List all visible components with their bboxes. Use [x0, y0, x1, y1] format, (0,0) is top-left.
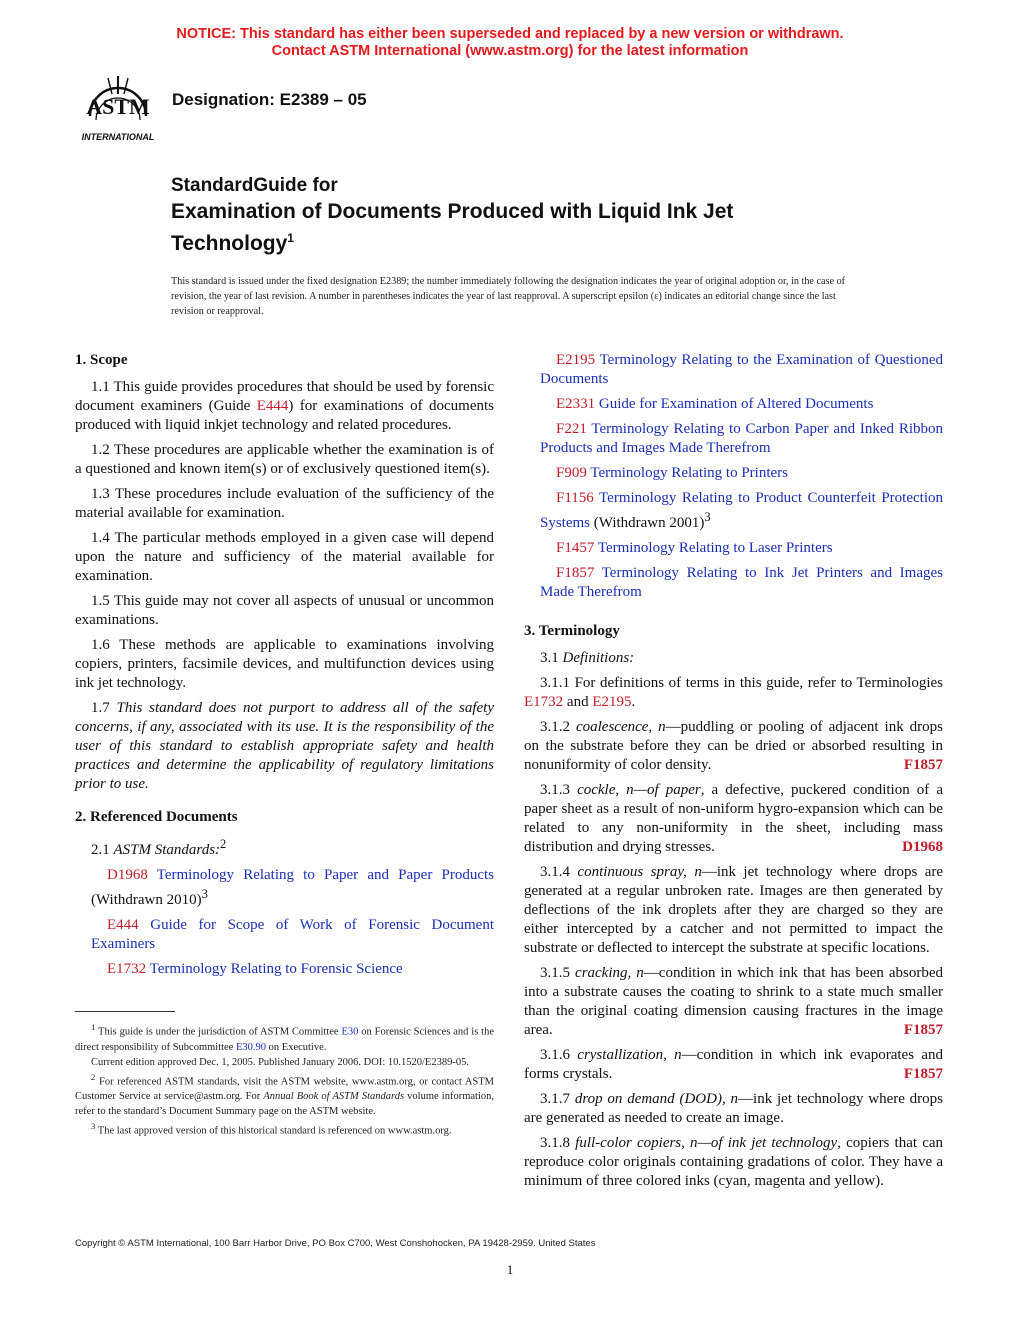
reference-item	[524, 464, 943, 483]
footnote-1-mark: 1	[91, 1022, 96, 1032]
reference-title-link[interactable]: Guide for Scope of Work of Forensic Document Examiners	[91, 917, 494, 952]
footnote-3-mark: 3	[91, 1121, 96, 1131]
footnote-3	[75, 1119, 494, 1139]
term-drop-on-demand: drop on demand (DOD), n	[574, 1091, 739, 1107]
scope-p4: 1.4 The particular methods employed in a given case will depend upon the nature and sufficiency of the material available for examination.	[75, 530, 494, 584]
title-line-3	[171, 225, 871, 257]
footnote-2-text-b: volume information, refer to the standard’s Document Summary page on the ASTM website.	[75, 1091, 494, 1117]
reference-code-link[interactable]: E444	[107, 917, 139, 933]
notice-line-2: Contact ASTM International (www.astm.org) for the latest information	[271, 43, 749, 59]
reference-title-link[interactable]: Terminology Relating to Ink Jet Printers and Images Made Therefrom	[540, 565, 943, 600]
scope-p7	[75, 699, 494, 794]
svg-text:ASTM: ASTM	[86, 94, 150, 119]
title-footnote-mark: 1	[287, 231, 294, 245]
scope-p2: 1.2 These procedures are applicable whether the examination is of a questioned and known item(s) or of exclusively questioned item(s).	[75, 442, 494, 477]
link-e30-90[interactable]: E30.90	[235, 1041, 267, 1053]
term-3-1-8-text: , copiers that can reproduce color originals containing gradations of color. They have a minimum of three colored inks (cyan, magenta and yellow).	[524, 1135, 944, 1189]
refdocs-sub-sup: 2	[220, 837, 227, 851]
reference-code-link[interactable]: F221	[556, 421, 587, 437]
footnote-1-edition: Current edition approved Dec. 1, 2005. Published January 2006. DOI: 10.1520/E2389-05.	[91, 1056, 469, 1068]
reference-title-link[interactable]: Guide for Examination of Altered Documents	[598, 396, 874, 412]
scope-p1-text: 1.1 This guide provides procedures that should be used by forensic document examiners (Guide	[75, 379, 494, 414]
footnotes	[75, 1020, 494, 1139]
reference-list-left	[75, 866, 494, 979]
term-3-1-3	[524, 781, 943, 857]
term-3-1-4-text: —ink jet technology where drops are generated at a regular unbroken rate. Images are then generated by deflections of the ink droplets after they are charged so they are either intercepted by a catcher and not permitted to impact the substrate or deflected to intercept the substrate at specific locations.	[524, 864, 944, 956]
terminology-heading: 3. Terminology	[524, 623, 620, 639]
term-3-1-6-num: 3.1.6	[540, 1047, 578, 1063]
document-title	[171, 174, 871, 257]
astm-logo-icon	[72, 70, 164, 144]
scope-p1	[75, 378, 494, 435]
scope-p5: 1.5 This guide may not cover all aspects of unusual or uncommon examinations.	[75, 593, 494, 628]
term-3-1-label: Definitions:	[562, 650, 635, 666]
reference-item	[524, 489, 943, 533]
term-3-1-7	[524, 1090, 943, 1128]
reference-title-link[interactable]: Terminology Relating to Laser Printers	[597, 540, 833, 556]
term-3-1-7-text: —ink jet technology where drops are generated as needed to create an image.	[524, 1091, 944, 1126]
reference-title-link[interactable]: Terminology Relating to Printers	[590, 465, 789, 481]
reference-item	[75, 960, 494, 979]
reference-code-link[interactable]: F1457	[556, 540, 595, 556]
refdocs-sub-num: 2.1	[91, 842, 114, 858]
term-full-color-copiers: full-color copiers, n—of ink jet technology	[575, 1135, 838, 1151]
footnote-1-text-c: on Executive.	[266, 1041, 327, 1053]
term-3-1-2-num: 3.1.2	[540, 719, 576, 735]
reference-title-link[interactable]: Terminology Relating to Carbon Paper and Inked Ribbon Products and Images Made Therefrom	[540, 421, 943, 456]
reference-note: (Withdrawn 2001)	[590, 515, 705, 531]
term-3-1-8-num: 3.1.8	[540, 1135, 576, 1151]
link-e2195[interactable]: E2195	[592, 694, 632, 710]
reference-list-right	[524, 351, 943, 602]
scope-p6: 1.6 These methods are applicable to examinations involving copiers, printers, facsimile devices, and multifunction devices using ink jet technology.	[75, 637, 494, 691]
intro-paragraph: This standard is issued under the fixed designation E2389; the number immediately following the designation indicates the year of original adoption or, in the case of revision, the year of last revision. A number in parentheses indicates the year of last reapproval. A superscript epsilon (ε) indicates an editorial change since the last revision or reapproval.	[171, 276, 846, 317]
reference-title-link[interactable]: Terminology Relating to Paper and Paper Products	[156, 867, 494, 883]
term-3-1-6	[524, 1046, 943, 1084]
term-3-1-4-num: 3.1.4	[540, 864, 578, 880]
reference-note-sup: 3	[704, 510, 711, 524]
left-column	[75, 351, 494, 985]
reference-item	[75, 916, 494, 954]
reference-item	[524, 564, 943, 602]
scope-p7-num: 1.7	[91, 700, 117, 716]
source-f1857[interactable]: F1857	[903, 1022, 943, 1038]
term-3-1-1-text: 3.1.1 For definitions of terms in this guide, refer to Terminologies	[540, 675, 943, 691]
reference-code-link[interactable]: F1156	[556, 490, 594, 506]
term-3-1-2	[524, 718, 943, 775]
notice-banner	[0, 26, 1020, 60]
reference-code-link[interactable]: E2195	[556, 352, 596, 368]
term-3-1-8	[524, 1134, 943, 1191]
term-3-1-5	[524, 964, 943, 1040]
source-d1968[interactable]: D1968	[902, 839, 943, 855]
reference-item	[524, 351, 943, 389]
page-number: 1	[506, 1262, 514, 1277]
reference-item	[524, 539, 943, 558]
refdocs-sub-label: ASTM Standards:	[113, 842, 221, 858]
right-column	[524, 351, 943, 1197]
refdocs-heading: 2. Referenced Documents	[75, 809, 238, 825]
footnote-2-text-a: For referenced ASTM standards, visit the ASTM website, www.astm.org, or contact ASTM Customer Service at service@astm.org. For	[75, 1076, 494, 1102]
reference-item	[75, 866, 494, 910]
scope-p3: 1.3 These procedures include evaluation of the sufficiency of the material available for examination.	[75, 486, 494, 521]
svg-text:INTERNATIONAL: INTERNATIONAL	[81, 132, 155, 142]
notice-line-1: NOTICE: This standard has either been superseded and replaced by a new version or withdrawn.	[176, 26, 844, 42]
term-3-1-num: 3.1	[540, 650, 563, 666]
link-e1732[interactable]: E1732	[524, 694, 564, 710]
footnote-1-text-b: on Forensic Sciences and is the direct responsibility of Subcommittee	[75, 1026, 495, 1053]
footnote-2	[75, 1070, 494, 1120]
scope-heading: 1. Scope	[75, 352, 128, 368]
term-3-1-5-text: —condition in which ink that has been absorbed into a substrate causes the coating to shrink to a state much smaller than the original coating dimension causing fractures in the image area.	[524, 965, 944, 1038]
term-coalescence: coalescence, n	[575, 719, 666, 735]
footnote-1-text-a: This guide is under the jurisdiction of ASTM Committee	[95, 1026, 342, 1038]
reference-note-sup: 3	[201, 887, 208, 901]
footnote-1	[75, 1020, 494, 1055]
reference-title-link[interactable]: Terminology Relating to Product Counterfeit Protection Systems	[540, 490, 943, 531]
footnote-3-text: The last approved version of this historical standard is referenced on www.astm.org.	[95, 1125, 452, 1137]
term-3-1-2-text: —puddling or pooling of adjacent ink drops on the substrate before they can be dried or absorbed resulting in nonuniformity of color density.	[524, 719, 944, 773]
term-3-1-3-text: , a defective, puckered condition of a paper sheet as a result of non-uniform hygro-expansion which can be related to any non-uniformity in the sheet, including mass distribution and drying stresses.	[524, 782, 943, 855]
term-3-1	[524, 649, 943, 668]
title-line-1: StandardGuide for	[171, 175, 338, 196]
reference-title-link[interactable]: Terminology Relating to Forensic Science	[149, 961, 403, 977]
link-e444[interactable]: E444	[256, 398, 289, 414]
term-3-1-5-num: 3.1.5	[540, 965, 576, 981]
footnote-2-mark: 2	[91, 1071, 96, 1082]
reference-note: (Withdrawn 2010)	[91, 892, 202, 908]
term-3-1-1-and: and	[563, 694, 593, 710]
term-3-1-7-num: 3.1.7	[540, 1091, 575, 1107]
title-line-2: Examination of Documents Produced with Liquid Ink Jet	[171, 200, 734, 223]
term-cracking: cracking, n	[575, 965, 644, 981]
term-cockle: cockle, n—of paper	[577, 782, 701, 798]
source-f1857[interactable]: F1857	[903, 1066, 943, 1082]
term-crystallization: crystallization, n	[577, 1047, 682, 1063]
scope-p1-text-end: ) for examinations of documents produced with liquid inkjet technology and related procedures.	[75, 398, 494, 433]
astm-logo	[72, 70, 164, 144]
term-3-1-4	[524, 863, 943, 958]
link-e30[interactable]: E30	[341, 1026, 359, 1038]
reference-code-link[interactable]: D1968	[107, 867, 148, 883]
designation: Designation: E2389 – 05	[172, 90, 367, 109]
reference-title-link[interactable]: Terminology Relating to the Examination of Questioned Documents	[540, 352, 943, 387]
reference-code-link[interactable]: E1732	[107, 961, 147, 977]
source-f1857[interactable]: F1857	[903, 757, 943, 773]
scope-p7-text: This standard does not purport to address all of the safety concerns, if any, associated with its use. It is the responsibility of the user of this standard to establish appropriate safety and health practices and determine the applicability of regulatory limitations prior to use.	[75, 700, 495, 792]
reference-code-link[interactable]: F1857	[556, 565, 595, 581]
reference-item	[524, 395, 943, 414]
refdocs-sub	[75, 835, 494, 860]
term-continuous-spray: continuous spray, n	[577, 864, 702, 880]
reference-item	[524, 420, 943, 458]
copyright: Copyright © ASTM International, 100 Barr Harbor Drive, PO Box C700, West Conshohocken, PA 19428-2959. United States	[75, 1238, 596, 1249]
reference-code-link[interactable]: E2331	[556, 396, 596, 412]
footnote-2-book: Annual Book of ASTM Standards	[263, 1091, 405, 1102]
footnote-divider	[75, 1011, 175, 1012]
term-3-1-3-num: 3.1.3	[540, 782, 578, 798]
term-3-1-1-end: .	[631, 694, 636, 710]
reference-code-link[interactable]: F909	[556, 465, 587, 481]
term-3-1-6-text: —condition in which ink evaporates and forms crystals.	[524, 1047, 943, 1082]
title-line-3-text: Technology	[171, 232, 288, 255]
term-3-1-1	[524, 674, 943, 712]
